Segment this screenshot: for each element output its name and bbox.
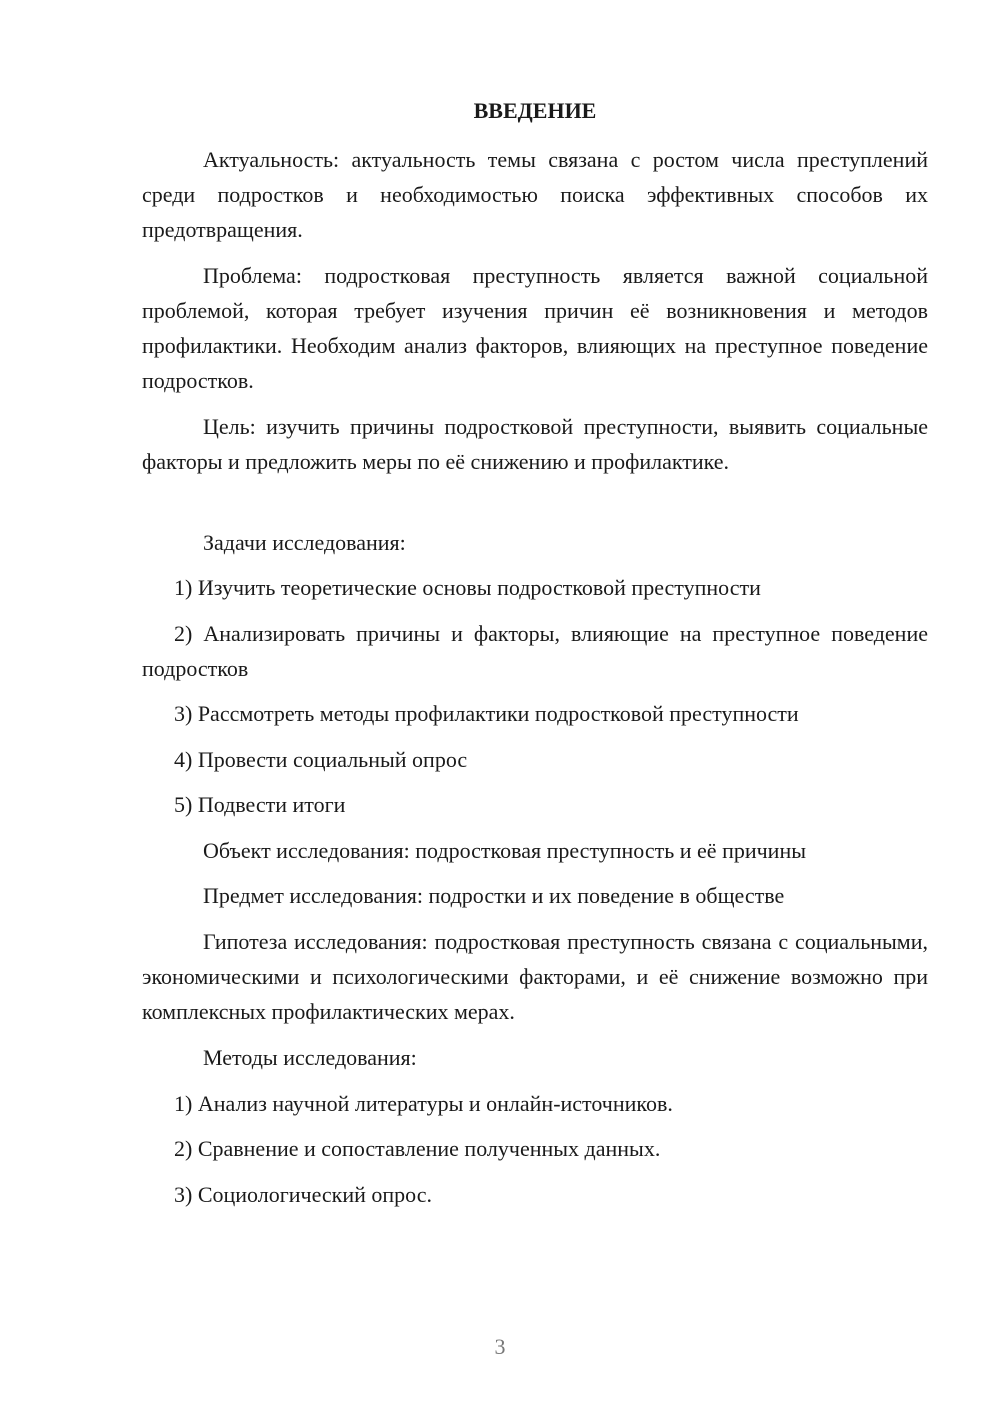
relevance-paragraph: Актуальность: актуальность темы связана с ростом числа преступлений среди подростков и необходимостью поиска эффективных способов их предотвращения. — [142, 147, 928, 242]
methods-heading: Методы исследования: — [203, 1045, 417, 1070]
method-item: 1) Анализ научной литературы и онлайн-источников. — [174, 1091, 673, 1116]
problem-paragraph: Проблема: подростковая преступность является важной социальной проблемой, которая требует изучения причин её возникновения и методов профилактики. Необходим анализ факторов, влияющих на преступное поведение подростков. — [142, 263, 928, 393]
goal-paragraph: Цель: изучить причины подростковой преступности, выявить социальные факторы и предложить меры по её снижению и профилактике. — [142, 414, 928, 474]
object-paragraph: Объект исследования: подростковая преступность и её причины — [203, 838, 807, 863]
section-title: ВВЕДЕНИЕ — [473, 98, 597, 123]
task-item: 4) Провести социальный опрос — [174, 747, 468, 772]
page-number: 3 — [494, 1334, 506, 1359]
task-item: 3) Рассмотреть методы профилактики подростковой преступности — [174, 701, 799, 726]
subject-paragraph: Предмет исследования: подростки и их поведение в обществе — [203, 883, 785, 908]
hypothesis-paragraph: Гипотеза исследования: подростковая преступность связана с социальными, экономическими и психологическими факторами, и её снижение возможно при комплексных профилактических мерах. — [142, 929, 928, 1024]
task-item: 2) Анализировать причины и факторы, влияющие на преступное поведение подростков — [142, 621, 928, 681]
tasks-heading: Задачи исследования: — [203, 530, 406, 555]
method-item: 2) Сравнение и сопоставление полученных данных. — [174, 1136, 661, 1161]
method-item: 3) Социологический опрос. — [174, 1182, 432, 1207]
task-item: 5) Подвести итоги — [174, 792, 346, 817]
task-item: 1) Изучить теоретические основы подростковой преступности — [174, 575, 761, 600]
